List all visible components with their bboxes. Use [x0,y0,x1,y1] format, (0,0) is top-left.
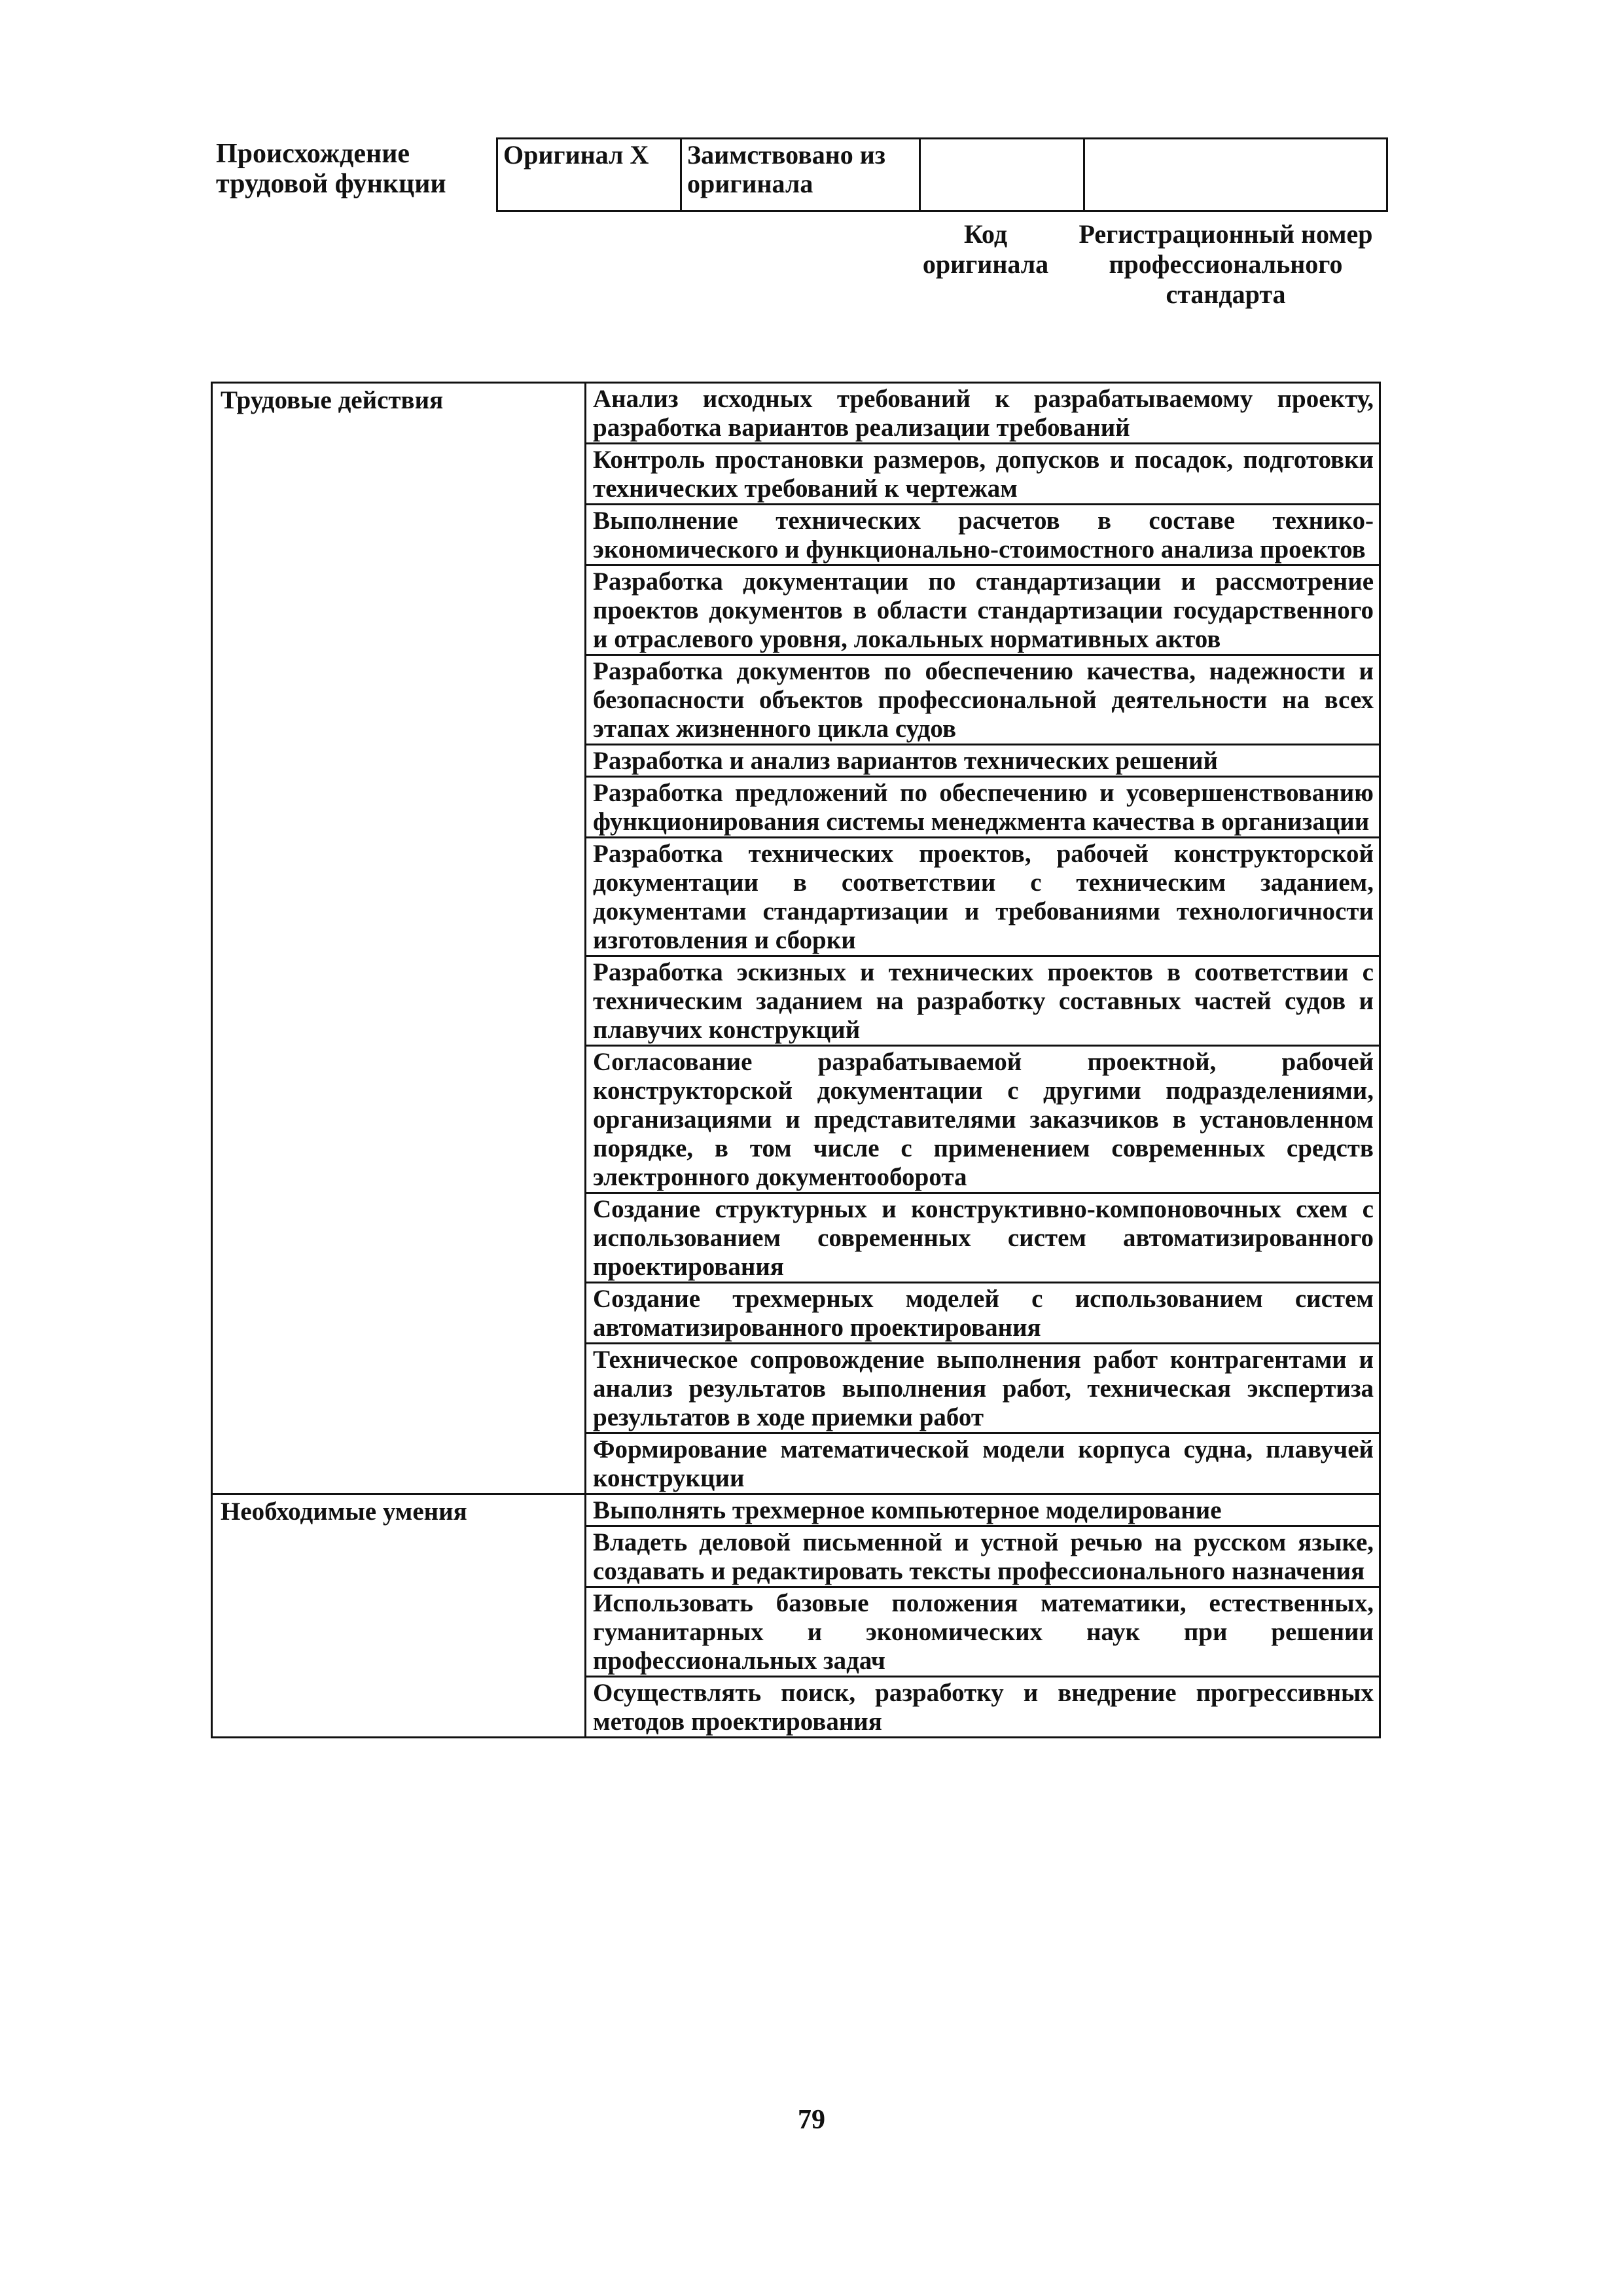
regnum-cell [1084,139,1387,211]
table-cell: Формирование математической модели корпуса судна, плавучей конструкции [586,1433,1380,1494]
table-row [212,383,1380,444]
table-cell: Согласование разрабатываемой проектной, рабочей конструкторской документации с другими подразделениями, организациями и представителями заказчиков в установленном порядке, в том числе с применением современных средств электронного документооборота [586,1046,1380,1193]
table-cell: Создание трехмерных моделей с использованием систем автоматизированного проектирования [586,1283,1380,1344]
section-label-labor-actions: Трудовые действия [212,383,586,1494]
table-cell: Разработка предложений по обеспечению и усовершенствованию функционирования системы менеджмента качества в организации [586,777,1380,838]
table-cell: Владеть деловой письменной и устной речью на русском языке, создавать и редактировать тексты профессионального назначения [586,1526,1380,1587]
table-cell: Техническое сопровождение выполнения работ контрагентами и анализ результатов выполнения работ, техническая экспертиза результатов в ходе приемки работ [586,1344,1380,1433]
code-cell [920,139,1084,211]
table-cell: Разработка эскизных и технических проектов в соответствии с техническим заданием на разработку составных частей судов и плавучих конструкций [586,956,1380,1046]
table-row [212,1494,1380,1526]
page-number: 79 [798,2105,825,2135]
table-cell: Разработка документации по стандартизации и рассмотрение проектов документов в области стандартизации государственного и отраслевого уровня, локальных нормативных актов [586,565,1380,655]
table-cell: Выполнять трехмерное компьютерное моделирование [586,1494,1380,1526]
main-table [211,382,1381,1738]
regnum-caption: Регистрационный номер профессионального стандарта [1079,219,1373,309]
table-cell: Разработка документов по обеспечению качества, надежности и безопасности объектов профессиональной деятельности на всех этапах жизненного цикла судов [586,655,1380,745]
table-cell: Контроль простановки размеров, допусков и посадок, подготовки технических требований к чертежам [586,444,1380,505]
table-cell: Использовать базовые положения математики, естественных, гуманитарных и экономических наук при решении профессиональных задач [586,1587,1380,1677]
section-label-required-skills: Необходимые умения [212,1494,586,1738]
code-caption: Код оригинала [922,219,1049,279]
table-cell: Выполнение технических расчетов в составе технико-экономического и функционально-стоимостного анализа проектов [586,505,1380,565]
table-cell: Создание структурных и конструктивно-компоновочных схем с использованием современных систем автоматизированного проектирования [586,1193,1380,1283]
origin-label: Происхождение трудовой функции [216,139,446,199]
origin-table [496,137,1388,212]
original-cell: Оригинал X [497,139,681,211]
borrowed-cell: Заимствовано из оригинала [681,139,920,211]
table-cell: Осуществлять поиск, разработку и внедрение прогрессивных методов проектирования [586,1677,1380,1738]
table-cell: Разработка технических проектов, рабочей конструкторской документации в соответствии с техническим заданием, документами стандартизации и требованиями технологичности изготовления и сборки [586,838,1380,956]
table-cell: Анализ исходных требований к разрабатываемому проекту, разработка вариантов реализации требований [586,383,1380,444]
table-cell: Разработка и анализ вариантов технических решений [586,745,1380,777]
